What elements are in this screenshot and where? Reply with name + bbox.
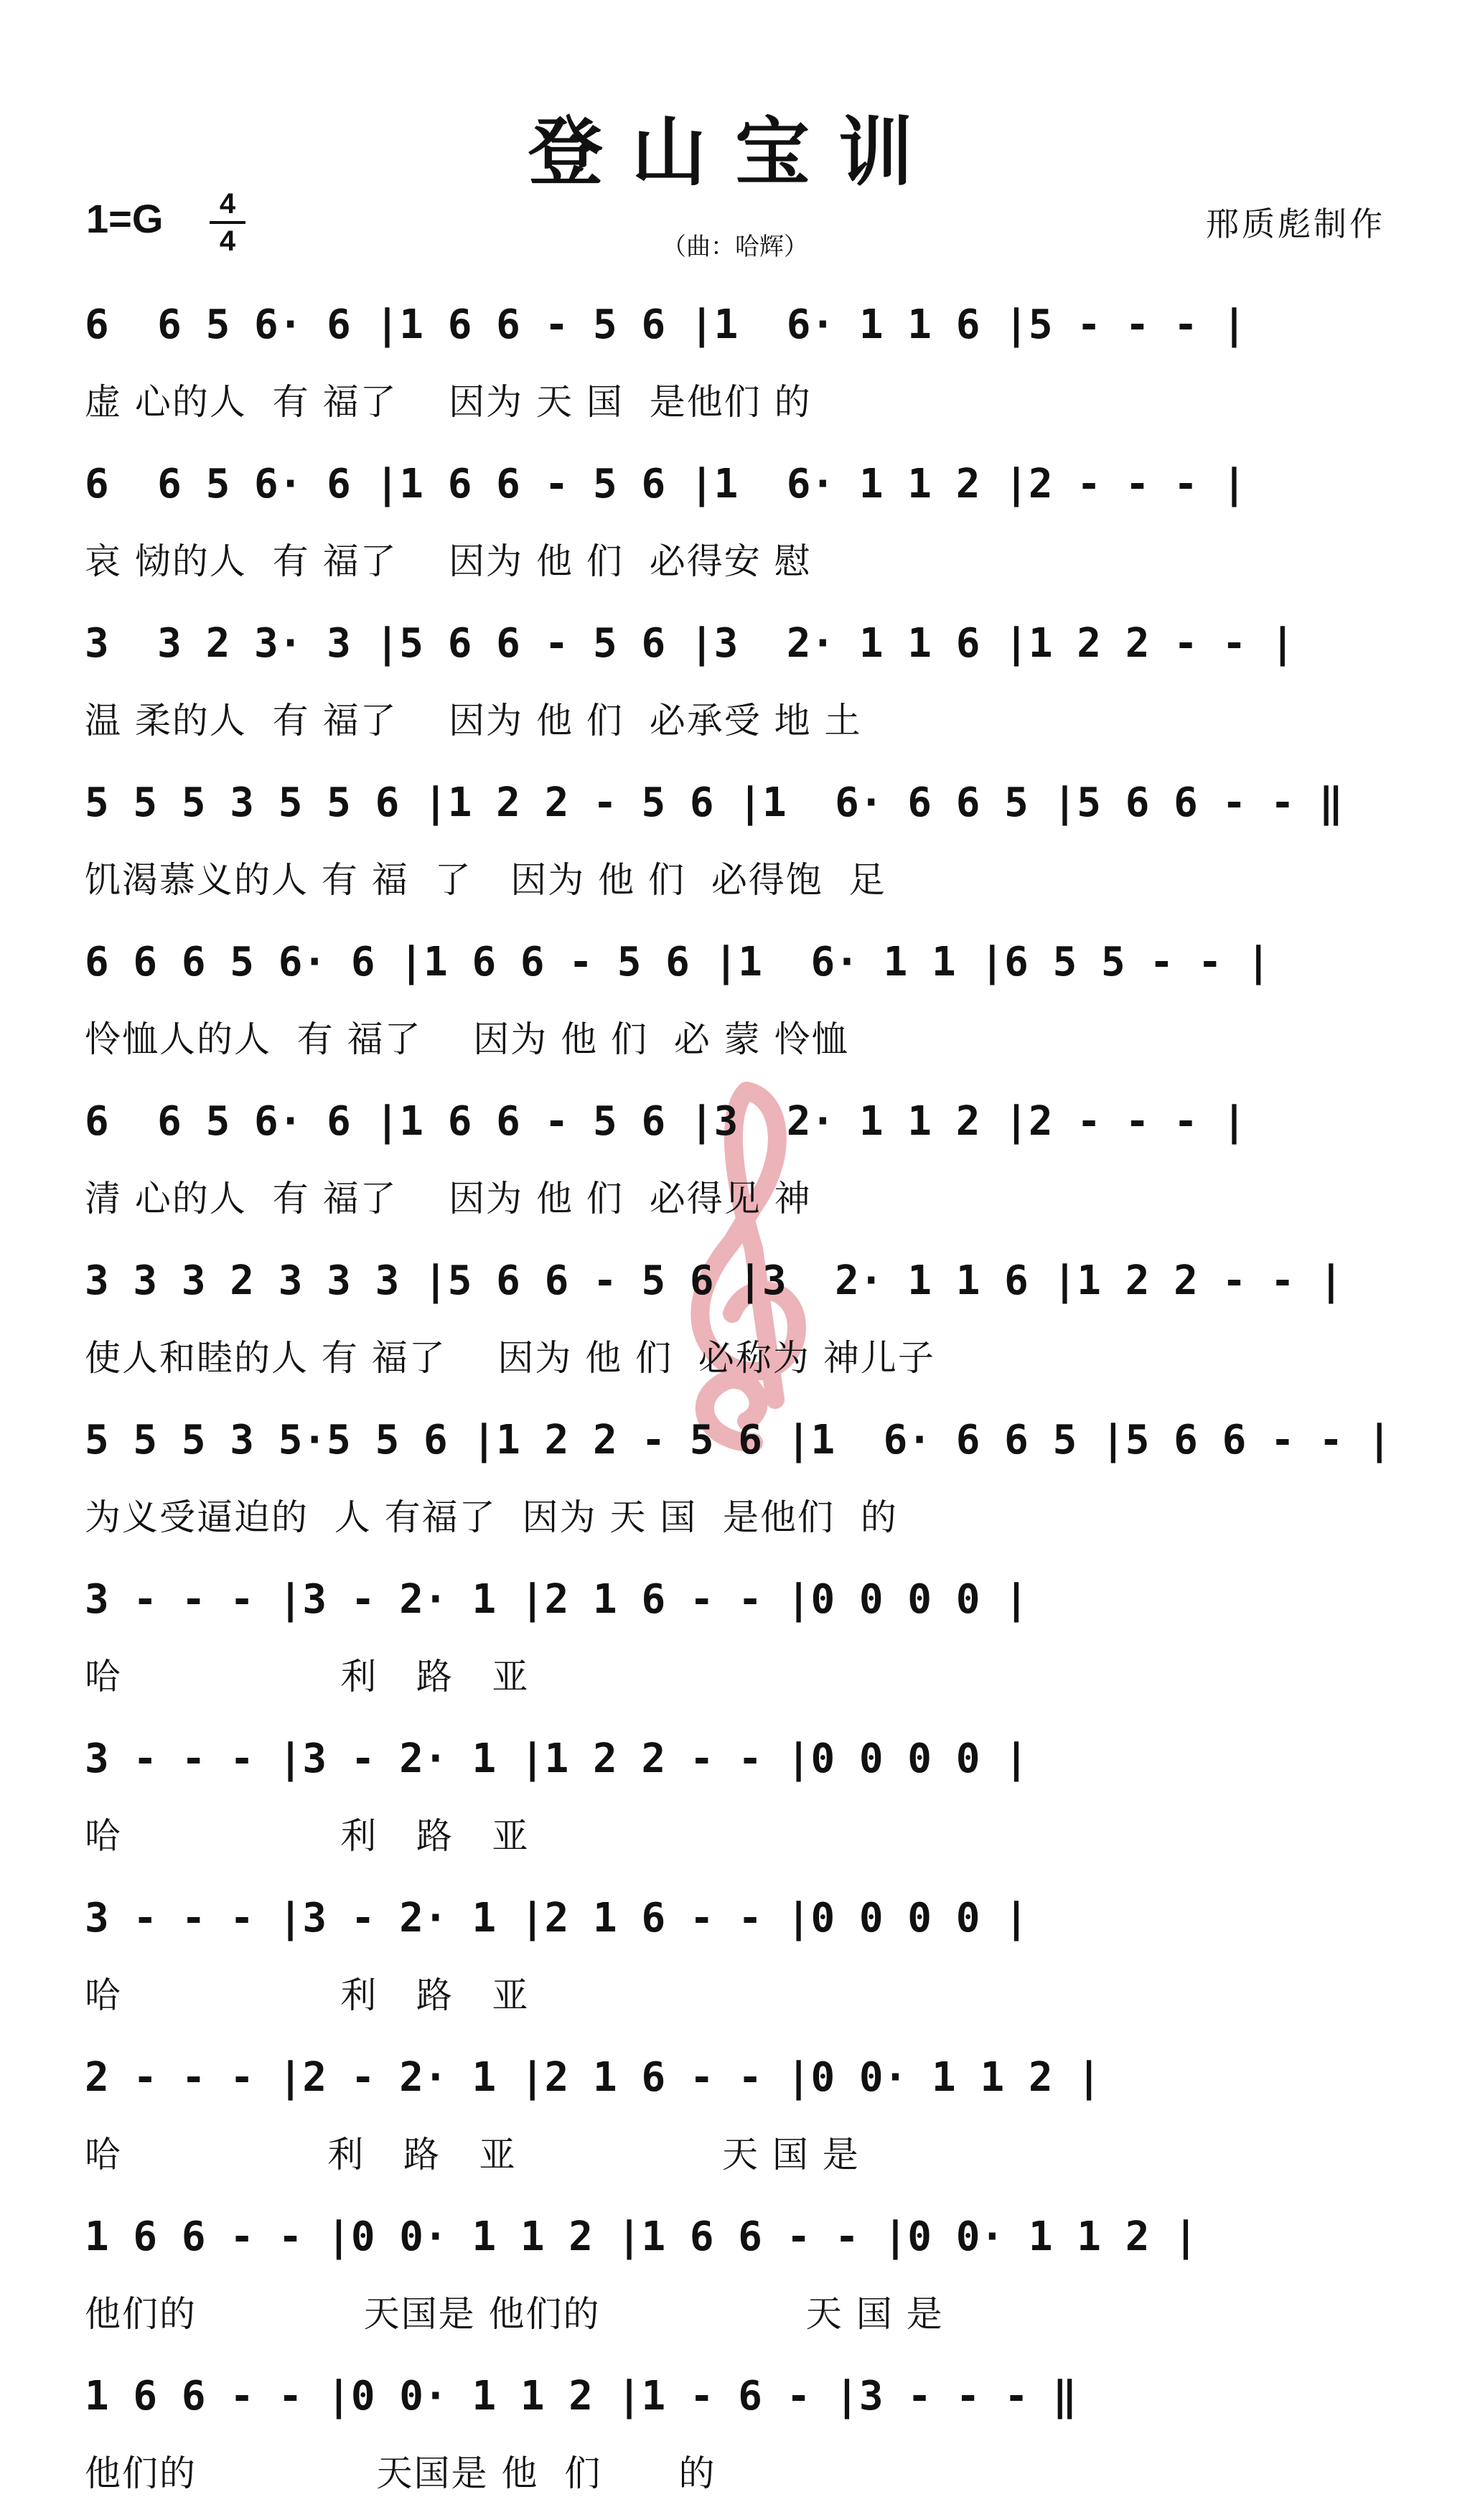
lyrics-line-1: 虚 心的人 有 福了 因为 天 国 是他们 的 bbox=[85, 381, 812, 423]
notes-line-2: 6 6 5 6· 6 |1 6 6 - 5 6 |1 6· 1 1 2 |2 - - - | bbox=[85, 461, 1247, 507]
lyrics-line-7: 使人和睦的人 有 福了 因为 他 们 必称为 神儿子 bbox=[85, 1337, 935, 1379]
notes-line-7: 3 3 3 2 3 3 3 |5 6 6 - 5 6 |3 2· 1 1 6 |1 2 2 - - | bbox=[85, 1257, 1344, 1304]
notes-line-6: 6 6 5 6· 6 |1 6 6 - 5 6 |3 2· 1 1 2 |2 - - - | bbox=[85, 1098, 1247, 1145]
notes-line-4: 5 5 5 3 5 5 6 |1 2 2 - 5 6 |1 6· 6 6 5 |5 6 6 - - ‖ bbox=[85, 779, 1344, 826]
lyrics-line-10: 哈 利 路 亚 bbox=[85, 1815, 530, 1857]
notes-line-13: 1 6 6 - - |0 0· 1 1 2 |1 6 6 - - |0 0· 1 1 2 | bbox=[85, 2214, 1198, 2260]
producer-credit: 邢质彪制作 bbox=[1206, 205, 1385, 243]
lyrics-line-12: 哈 利 路 亚 天 国 是 bbox=[85, 2134, 860, 2175]
time-signature-denominator: 4 bbox=[219, 225, 236, 257]
notes-line-10: 3 - - - |3 - 2· 1 |1 2 2 - - |0 0 0 0 | bbox=[85, 1736, 1029, 1782]
composer-credit: （曲：哈辉） bbox=[662, 233, 808, 261]
lyrics-line-13: 他们的 天国是 他们的 天 国 是 bbox=[85, 2293, 944, 2335]
lyrics-line-6: 清 心的人 有 福了 因为 他 们 必得见 神 bbox=[85, 1178, 812, 1219]
lyrics-line-8: 为义受逼迫的 人 有福了 因为 天 国 是他们 的 bbox=[85, 1496, 898, 1538]
song-title: 登山宝训 bbox=[528, 108, 942, 196]
notes-line-12: 2 - - - |2 - 2· 1 |2 1 6 - - |0 0· 1 1 2 | bbox=[85, 2054, 1102, 2101]
time-signature-divider bbox=[210, 221, 245, 224]
time-signature-numerator: 4 bbox=[219, 188, 236, 220]
key-signature: 1=G bbox=[86, 196, 164, 241]
lyrics-line-2: 哀 恸的人 有 福了 因为 他 们 必得安 慰 bbox=[85, 540, 812, 582]
notes-line-5: 6 6 6 5 6· 6 |1 6 6 - 5 6 |1 6· 1 1 |6 5 5 - - | bbox=[85, 939, 1271, 985]
notes-line-1: 6 6 5 6· 6 |1 6 6 - 5 6 |1 6· 1 1 6 |5 - - - | bbox=[85, 301, 1247, 348]
notes-line-14: 1 6 6 - - |0 0· 1 1 2 |1 - 6 - |3 - - - ‖ bbox=[85, 2373, 1077, 2420]
lyrics-line-4: 饥渴慕义的人 有 福 了 因为 他 们 必得饱 足 bbox=[85, 859, 886, 901]
notes-line-8: 5 5 5 3 5·5 5 6 |1 2 2 - 5 6 |1 6· 6 6 5 |5 6 6 - - | bbox=[85, 1417, 1392, 1463]
lyrics-line-5: 怜恤人的人 有 福了 因为 他 们 必 蒙 怜恤 bbox=[85, 1018, 849, 1060]
lyrics-line-9: 哈 利 路 亚 bbox=[85, 1656, 530, 1697]
notes-line-11: 3 - - - |3 - 2· 1 |2 1 6 - - |0 0 0 0 | bbox=[85, 1895, 1029, 1941]
notes-line-3: 3 3 2 3· 3 |5 6 6 - 5 6 |3 2· 1 1 6 |1 2 2 - - | bbox=[85, 620, 1295, 667]
lyrics-line-14: 他们的 天国是 他 们 的 bbox=[85, 2453, 716, 2494]
lyrics-line-11: 哈 利 路 亚 bbox=[85, 1975, 530, 2016]
lyrics-line-3: 温 柔的人 有 福了 因为 他 们 必承受 地 土 bbox=[85, 700, 862, 741]
notes-line-9: 3 - - - |3 - 2· 1 |2 1 6 - - |0 0 0 0 | bbox=[85, 1576, 1029, 1623]
